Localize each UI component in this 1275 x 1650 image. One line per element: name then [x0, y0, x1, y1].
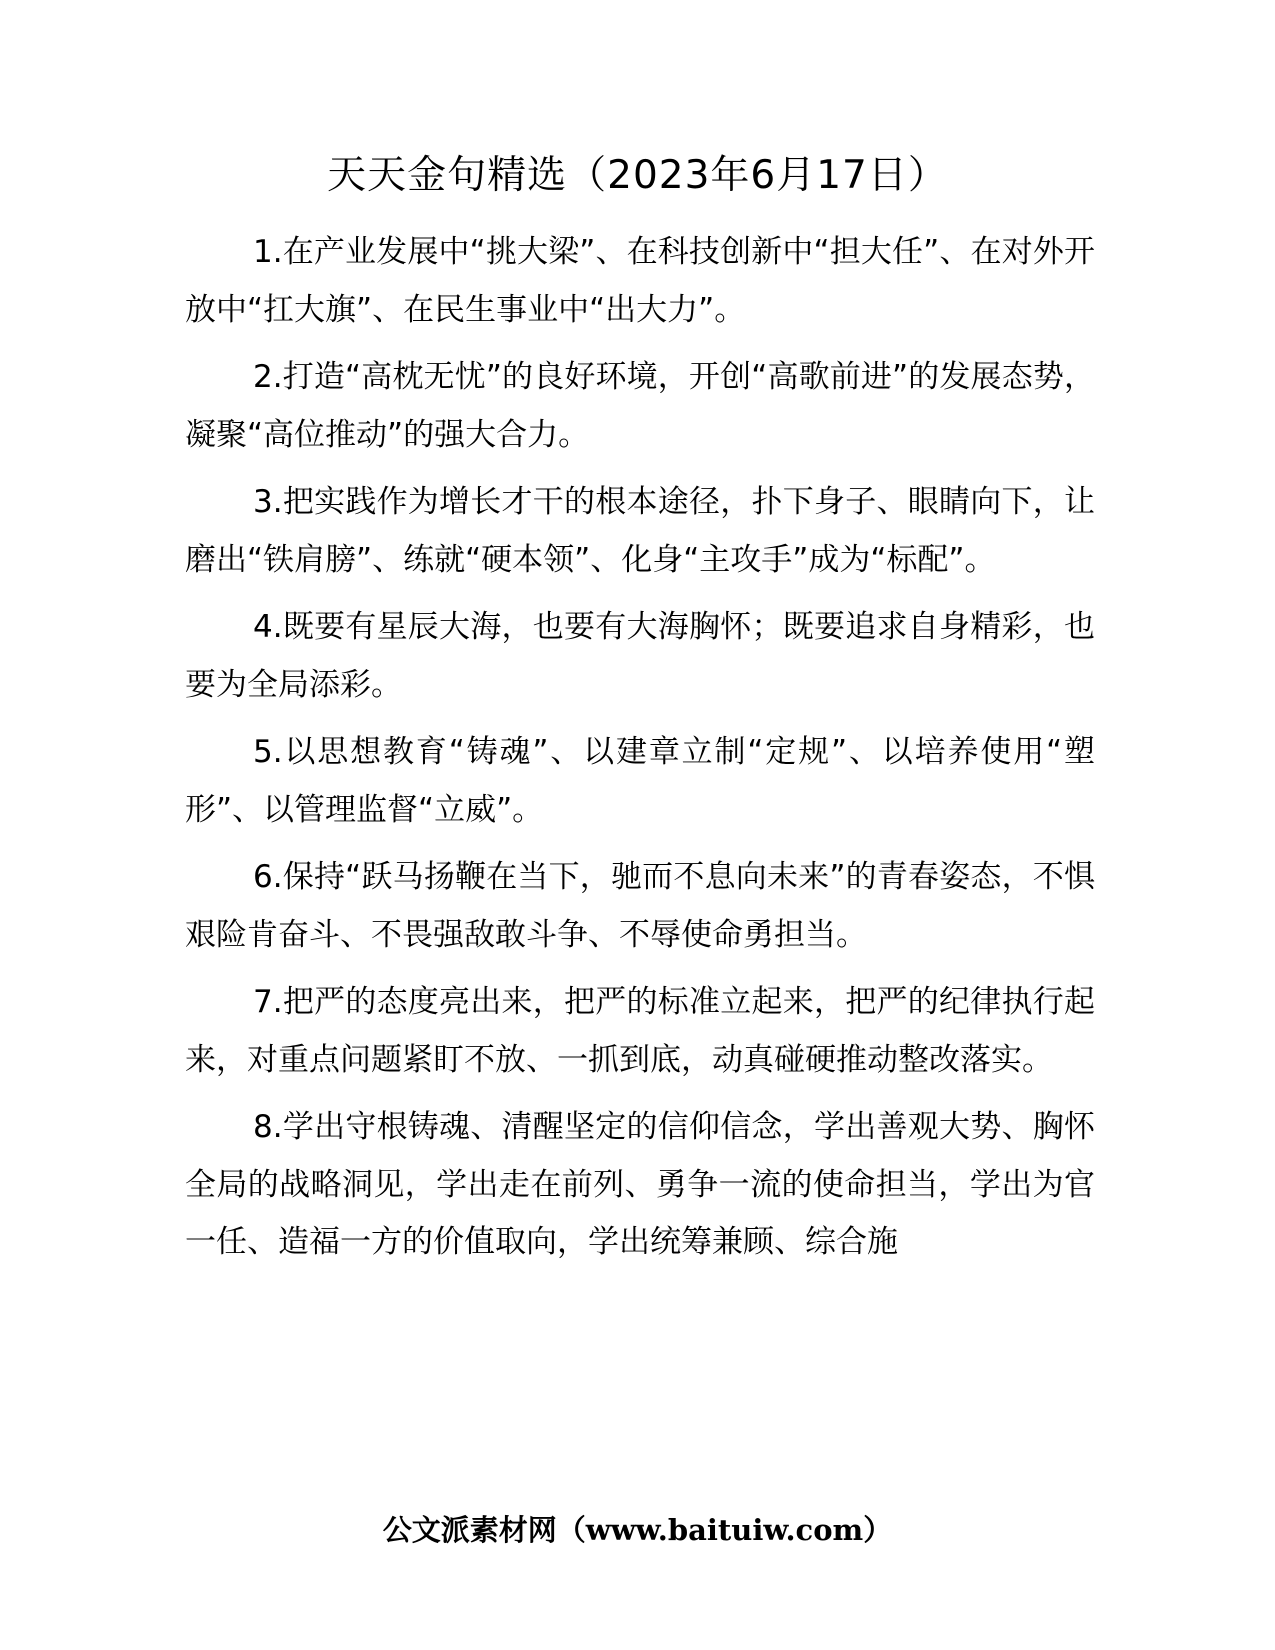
paragraph-8: 8.学出守根铸魂、清醒坚定的信仰信念，学出善观大势、胸怀全局的战略洞见，学出走在前列、勇争一流的使命担当，学出为官一任、造福一方的价值取向，学出统筹兼顾、综合施 [185, 1109, 1095, 1260]
page-footer: 公文派素材网（www.baituiw.com） [382, 1513, 893, 1547]
document-body [185, 224, 1095, 1282]
paragraph-4: 4.既要有星辰大海，也要有大海胸怀；既要追求自身精彩，也要为全局添彩。 [185, 609, 1095, 703]
paragraph-6: 6.保持“跃马扬鞭在当下，驰而不息向未来”的青春姿态，不惧艰险肯奋斗、不畏强敌敢斗争、不辱使命勇担当。 [185, 859, 1095, 953]
paragraph-1: 1.在产业发展中“挑大梁”、在科技创新中“担大任”、在对外开放中“扛大旗”、在民生事业中“出大力”。 [185, 234, 1095, 328]
paragraph-3: 3.把实践作为增长才干的根本途径，扑下身子、眼睛向下，让磨出“铁肩膀”、练就“硬本领”、化身“主攻手”成为“标配”。 [185, 484, 1095, 578]
paragraph-7: 7.把严的态度亮出来，把严的标准立起来，把严的纪律执行起来，对重点问题紧盯不放、一抓到底，动真碰硬推动整改落实。 [185, 984, 1095, 1078]
paragraph-5: 5.以思想教育“铸魂”、以建章立制“定规”、以培养使用“塑形”、以管理监督“立威”。 [185, 734, 1095, 828]
paragraph-2: 2.打造“高枕无忧”的良好环境，开创“高歌前进”的发展态势，凝聚“高位推动”的强大合力。 [185, 359, 1095, 453]
page-title: 天天金句精选（2023年6月17日） [327, 153, 948, 198]
